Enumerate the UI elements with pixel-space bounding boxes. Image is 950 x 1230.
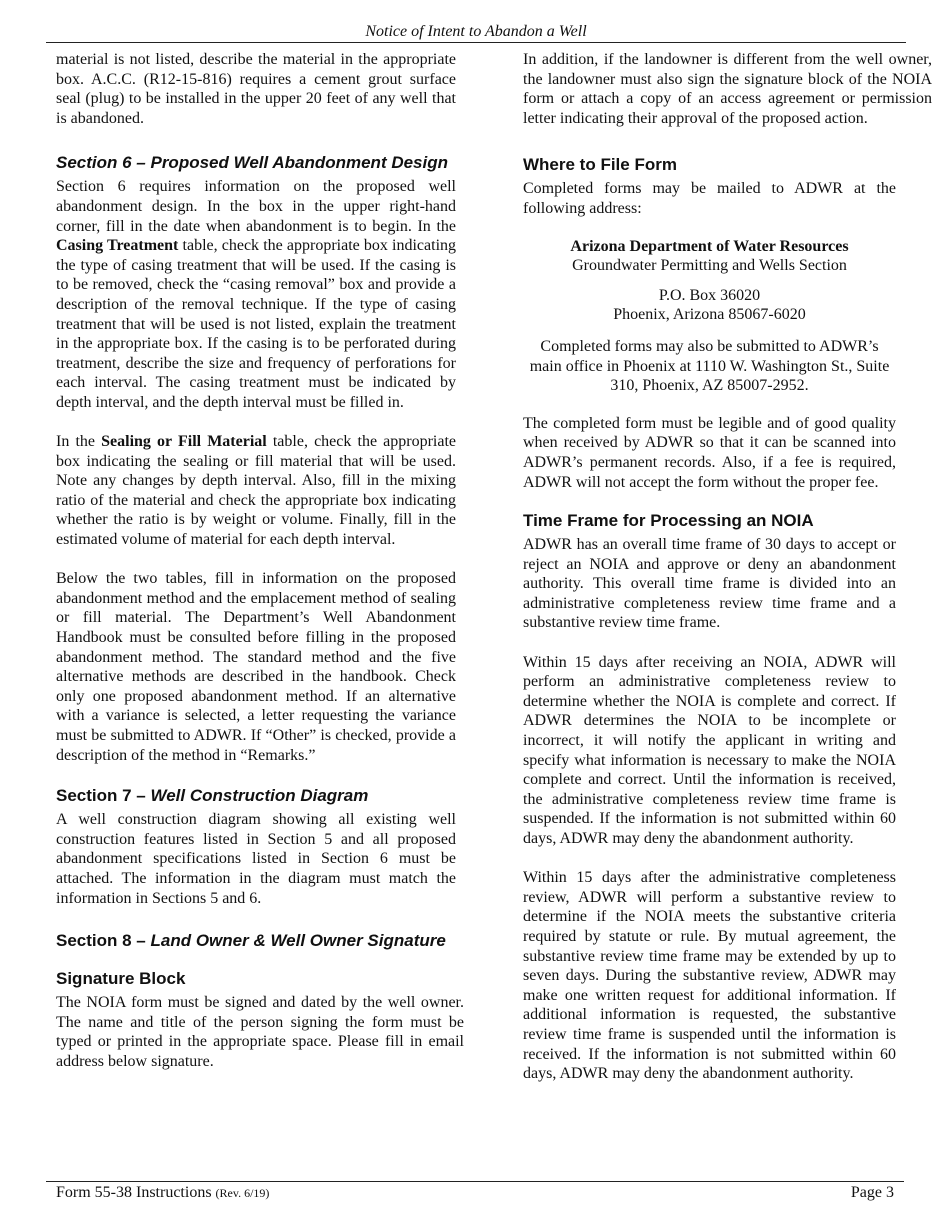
heading-title: Land Owner & Well Owner Signature bbox=[150, 931, 446, 951]
page-footer bbox=[46, 1181, 904, 1201]
left-column bbox=[56, 50, 464, 1072]
signature-block-paragraph: The NOIA form must be signed and dated by the well owner. The name and title of the person signing the form must be typed or printed in the appropriate space. Please fill in email address below signature. bbox=[56, 994, 464, 1070]
where-to-file-paragraph: Completed forms may be mailed to ADWR at the following address: bbox=[523, 180, 896, 217]
page-number: Page 3 bbox=[850, 1184, 894, 1201]
section-6-heading: Section 6 – Proposed Well Abandonment Design bbox=[56, 153, 449, 173]
main-office-paragraph: Completed forms may also be submitted to ADWR’s main office in Phoenix at 1110 W. Washington St., Suite 310, Phoenix, AZ 85007-2952. bbox=[529, 337, 890, 395]
text-run: table, check the appropriate box indicating the type of casing treatment that will be used. If the casing is to be removed, check the “casing removal” box and provide a description of the removal technique. If the type of casing treatment that will be used is not listed, explain the treatment in the appropriate box. If the casing is to be perforated during treatment, describe the size and frequency of perforations for each interval. The casing treatment must be indicated by depth interval, and the depth interval must be filled in. bbox=[56, 237, 457, 411]
header-title: Notice of Intent to Abandon a Well bbox=[365, 23, 587, 40]
address-dept: Groundwater Permitting and Wells Section bbox=[572, 257, 847, 275]
time-frame-paragraph-3: Within 15 days after the administrative completeness review, ADWR will perform a substantive review to determine if the NOIA meets the substantive criteria required by statute or rule. By mutual agreement, the substantive review time frame may be extended by up to seven days. During the substantive review, ADWR may make one written request for additional information. If additional information is requested, the substantive review time frame is suspended until the information is received. If the information is not submitted within 60 days, ADWR may deny the abandonment authority. bbox=[523, 869, 896, 1083]
section-6-paragraph-3: Below the two tables, fill in information on the proposed abandonment method and the emplacement method of sealing or fill material. The Department’s Well Abandonment Handbook must be consulted before filling in the proposed abandonment method. The standard method and the five alternative methods are described in the handbook. Check only one proposed abandonment method. If an alternative with a variance is selected, a letter requesting the variance must be submitted to ADWR. If “Other” is checked, provide a description of the method in “Remarks.” bbox=[56, 570, 456, 764]
address-pobox: P.O. Box 36020 bbox=[658, 286, 761, 304]
left-intro-paragraph: material is not listed, describe the material in the appropriate box. A.C.C. (R12-15-816) requires a cement grout surface seal (plug) to be installed in the upper 20 feet of any well that is abandoned. bbox=[56, 51, 456, 127]
sealing-fill-material-term: Sealing or Fill Material bbox=[101, 433, 267, 451]
heading-prefix: Section 8 – bbox=[56, 931, 151, 951]
page-header bbox=[46, 22, 906, 43]
text-run: Section 6 requires information on the proposed well abandonment design. In the box in the upper right-hand corner, fill in the date when abandonment is to begin. In the bbox=[56, 178, 456, 235]
casing-treatment-term: Casing Treatment bbox=[56, 237, 179, 255]
mailing-address bbox=[523, 237, 896, 325]
where-to-file-heading: Where to File Form bbox=[523, 155, 677, 175]
time-frame-paragraph-2: Within 15 days after receiving an NOIA, ADWR will perform an administrative completeness review to determine whether the NOIA is complete and correct. If ADWR determines the NOIA to be incomplete or incorrect, it will notify the applicant in writing and specify what information is necessary to make the NOIA complete and correct. Until the information is received, the administrative completeness review time frame is suspended. If the information is not submitted within 60 days, ADWR may deny the abandonment authority. bbox=[523, 653, 896, 847]
section-7-heading bbox=[56, 785, 456, 807]
heading-prefix: Section 7 – bbox=[56, 786, 151, 806]
section-6-paragraph-2 bbox=[56, 432, 456, 550]
right-column bbox=[523, 50, 932, 1084]
time-frame-heading: Time Frame for Processing an NOIA bbox=[523, 511, 814, 531]
address-city: Phoenix, Arizona 85067-6020 bbox=[613, 306, 806, 324]
section-6-paragraph-1 bbox=[56, 177, 456, 412]
right-intro-paragraph: In addition, if the landowner is different from the well owner, the landowner must also sign the signature block of the NOIA form or attach a copy of an access agreement or permission letter indicating their approval of the proposed action. bbox=[523, 51, 932, 127]
section-7-paragraph: A well construction diagram showing all existing well construction features listed in Section 5 and all proposed abandonment specifications listed in Section 6 must be attached. The information in the diagram must match the information in Sections 5 and 6. bbox=[56, 811, 456, 907]
section-8-heading bbox=[56, 930, 456, 952]
signature-block-heading: Signature Block bbox=[56, 969, 186, 989]
revision: (Rev. 6/19) bbox=[215, 1186, 270, 1200]
text-run: In the bbox=[56, 433, 102, 451]
legibility-paragraph: The completed form must be legible and of good quality when received by ADWR so that it can be scanned into ADWR’s permanent records. Also, if a fee is required, ADWR will not accept the form without the proper fee. bbox=[523, 414, 896, 491]
form-number: Form 55-38 Instructions bbox=[56, 1184, 212, 1201]
time-frame-paragraph-1: ADWR has an overall time frame of 30 days to accept or reject an NOIA and approve or deny an abandonment authority. This overall time frame is divided into an administrative completeness review time frame and a substantive review time frame. bbox=[523, 536, 896, 632]
address-org: Arizona Department of Water Resources bbox=[570, 237, 849, 255]
text-run: table, check the appropriate box indicating the sealing or fill material that will be used. Note any changes by depth interval. Also, fill in the mixing ratio of the material and check the appropriate box indicating whether the ratio is by weight or volume. Finally, fill in the estimated volume of material for each depth interval. bbox=[56, 433, 457, 549]
footer-form-id bbox=[56, 1184, 269, 1202]
heading-title: Well Construction Diagram bbox=[150, 786, 369, 806]
